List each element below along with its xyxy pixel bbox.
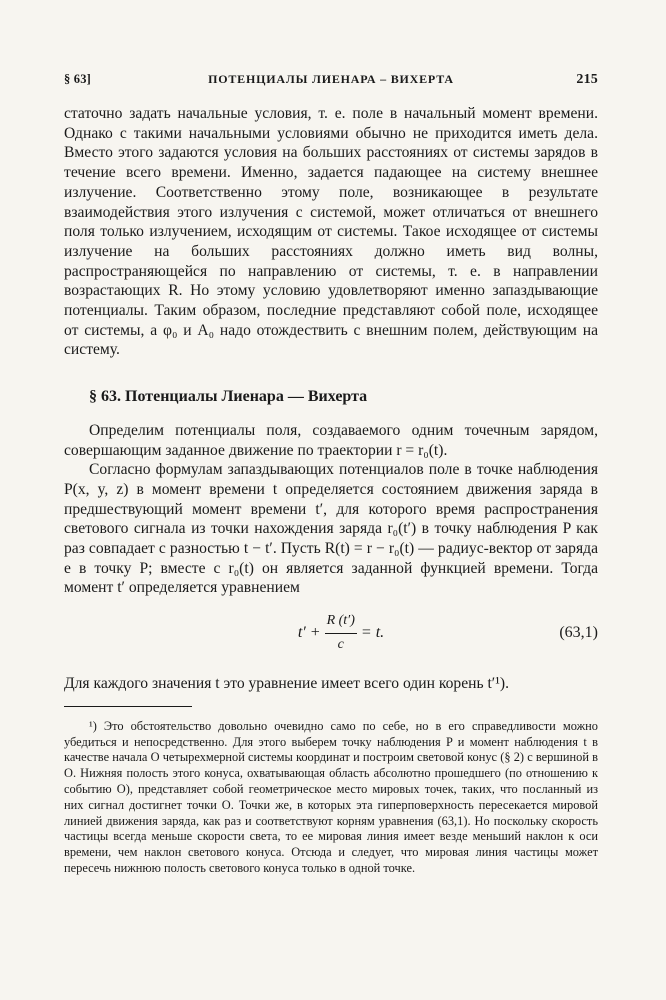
equation-63-1 <box>64 608 598 658</box>
paragraph-2: Определим потенциалы поля, создаваемого одним точечным зарядом, совершающим заданное движение по траектории r = r₀(t). <box>64 421 598 459</box>
footnote <box>64 719 598 877</box>
equation-lhs: t′ + <box>297 624 321 642</box>
footnote-mark: ¹) <box>89 718 97 733</box>
header-section: § 63] <box>64 72 92 86</box>
page-number: 215 <box>576 72 598 87</box>
footnote-separator <box>64 706 192 707</box>
header-title: ПОТЕНЦИАЛЫ ЛИЕНАРА – ВИХЕРТА <box>208 72 454 86</box>
fraction-denominator: c <box>337 637 344 653</box>
equation-number: (63,1) <box>559 624 598 642</box>
fraction-numerator: R (t′) <box>325 611 357 634</box>
equation-rhs: = t. <box>360 624 385 642</box>
equation-fraction <box>325 611 357 654</box>
paragraph-1: статочно задать начальные условия, т. е. поле в начальный момент времени. Однако с такими начальными условиями обычно не приходится иметь дела. Вместо этого задаются условия на больших расстояниях от системы зарядов в течение всего времени. Именно, задается падающее на систему внешнее излучение. Соответственно этому поле, возникающее в результате взаимодействия этого излучения с системой, может отличаться от внешнего поля только излучением, исходящим от системы. Такое исходящее от системы излучение на больших расстояниях должно иметь вид волны, распространяющейся по направлению от системы, т. е. в направлении возрастающих R. Но этому условию удовлетворяют именно запаздывающие потенциалы. Таким образом, последние представляют собой поле, исходящее от системы, а φ₀ и A₀ надо отождествить с внешним полем, действующим на систему. <box>64 105 598 359</box>
running-header <box>64 72 598 88</box>
paragraph-3: Согласно формулам запаздывающих потенциалов поле в точке наблюдения P(x, y, z) в момент времени t определяется состоянием движения заряда в предшествующий момент времени t′, для которого время распространения светового сигнала из точки нахождения заряда r₀(t′) в точку наблюдения P как раз совпадает с разностью t − t′. Пусть R(t) = r − r₀(t) — радиус-вектор от заряда e в точку P; вместе с r₀(t) он является заданной функцией времени. Тогда момент t′ определяется уравнением <box>64 461 598 597</box>
footnote-text: Это обстоятельство довольно очевидно само по себе, но в его справедливости можно убедиться и непосредственно. Для этого выберем точку наблюдения P и момент наблюдения t в качестве начала O четырехмерной системы координат и построим световой конус (§ 2) с вершиной в O. Нижняя полость этого конуса, охватывающая область абсолютно прошедшего (по отношению к событию O), представляет собой геометрическое место мировых точек, таких, что посланный из них сигнал достигнет точки O. Точки же, в которых эта гиперповерхность пересекается мировой линией движения заряда, как раз и соответствуют корням уравнения (63,1). Но поскольку скорость частицы всегда меньше скорости света, то ее мировая линия имеет везде меньший наклон к оси времени, чем наклон светового конуса. Отсюда и следует, что мировая линия частицы может пересечь нижнюю полость светового конуса только в одной точке. <box>64 718 598 876</box>
paragraph-4: Для каждого значения t это уравнение имеет всего один корень t′¹). <box>64 675 509 693</box>
section-heading: § 63. Потенциалы Лиенара — Вихерта <box>89 388 368 406</box>
book-page <box>64 72 598 877</box>
equation-expression <box>64 611 538 654</box>
main-text <box>64 104 598 694</box>
